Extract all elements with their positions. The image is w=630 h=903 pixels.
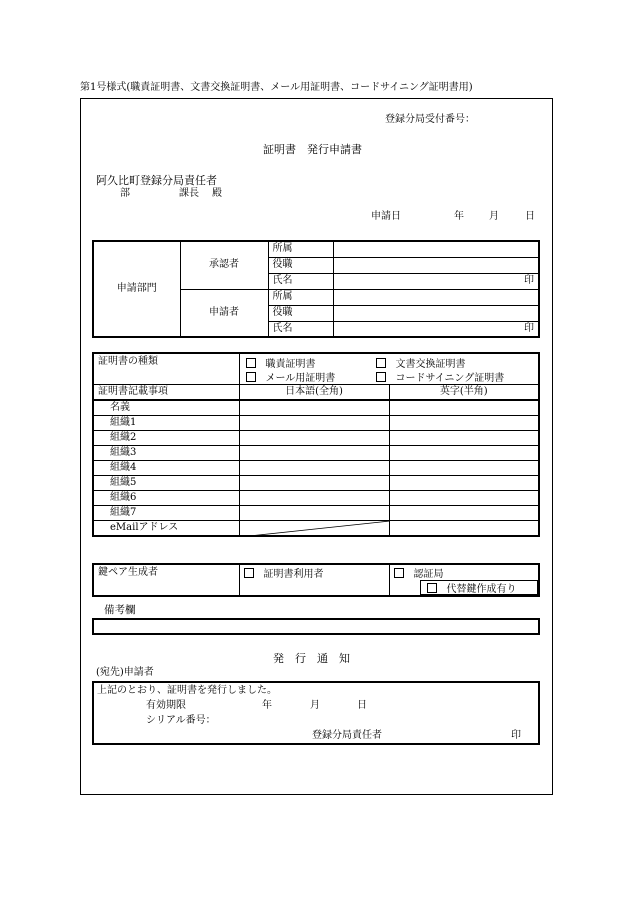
date-day: 日 [525,211,535,222]
checkbox-icon [246,358,256,368]
cert-option-mail[interactable]: メール用証明書 [246,372,336,384]
approver-affiliation-field[interactable] [333,241,539,257]
addressee-dept: 部 [120,188,130,199]
org7-jp-field[interactable] [239,505,389,520]
row-label-org7: 組織7 [93,505,239,520]
validity-month: 月 [310,700,320,711]
addressee-section: 課長 [179,188,199,199]
keypair-option-ca[interactable]: 認証局 [394,569,444,580]
approver-name-label: 氏名 [268,273,333,289]
keypair-table [92,563,540,597]
applicant-position-field[interactable] [333,305,539,321]
keypair-option-ca-cell [389,564,539,596]
col-english: 英字(半角) [389,384,539,400]
addressee-honorific: 殿 [212,188,222,199]
col-japanese: 日本語(全角) [239,384,389,400]
applicant-seal: 印 [524,322,534,334]
substitute-key-option[interactable]: 代替鍵作成有り [420,580,538,595]
checkbox-icon [246,372,256,382]
page-title: 証明書 発行申請書 [263,143,362,156]
org3-en-field[interactable] [389,445,539,460]
checkbox-icon [394,568,404,578]
checkbox-icon [376,372,386,382]
row-label-email: eMailアドレス [93,520,239,536]
row-label-org2: 組織2 [93,430,239,445]
applicant-table [92,240,540,338]
date-year: 年 [454,211,464,222]
name-jp-field[interactable] [239,400,389,415]
approver-affiliation-label: 所属 [268,241,333,257]
approver-label: 承認者 [180,241,268,289]
name-en-field[interactable] [389,400,539,415]
applicant-position-label: 役職 [268,305,333,321]
items-header: 証明書記載事項 [93,384,239,400]
row-label-org6: 組織6 [93,490,239,505]
officer-label: 登録分局責任者 [312,730,382,741]
cert-option-shokuseki[interactable]: 職責証明書 [246,358,316,370]
validity-year: 年 [262,700,272,711]
org2-jp-field[interactable] [239,430,389,445]
row-label-org5: 組織5 [93,475,239,490]
applicant-affiliation-field[interactable] [333,289,539,305]
org1-jp-field[interactable] [239,415,389,430]
department-label: 申請部門 [93,241,180,337]
org6-en-field[interactable] [389,490,539,505]
reception-label: 登録分局受付番号： [385,114,475,125]
cert-type-label: 証明書の種類 [93,353,239,384]
org7-en-field[interactable] [389,505,539,520]
checkbox-icon [244,568,254,578]
row-label-org1: 組織1 [93,415,239,430]
email-jp-field [239,520,389,536]
approver-position-label: 役職 [268,257,333,273]
serial-label: シリアル番号： [146,715,216,726]
form-label: 第1号様式(職責証明書、文書交換証明書、メール用証明書、コードサイニング証明書用) [80,82,473,93]
keypair-option-user[interactable]: 証明書利用者 [239,564,389,596]
date-month: 月 [489,211,499,222]
notice-title: 発 行 通 知 [273,652,350,665]
org1-en-field[interactable] [389,415,539,430]
org3-jp-field[interactable] [239,445,389,460]
cert-option-codesign[interactable]: コードサイニング証明書 [376,372,505,384]
row-label-org3: 組織3 [93,445,239,460]
addressee-line1: 阿久比町登録分局責任者 [96,174,217,187]
org5-jp-field[interactable] [239,475,389,490]
notice-addressee: (宛先)申請者 [96,667,154,678]
org4-en-field[interactable] [389,460,539,475]
notice-message: 上記のとおり、証明書を発行しました。 [97,685,277,696]
org6-jp-field[interactable] [239,490,389,505]
cert-option-bunsho[interactable]: 文書交換証明書 [376,358,466,370]
applicant-name-label: 氏名 [268,321,333,337]
checkbox-icon [376,358,386,368]
approver-name-field[interactable] [333,273,539,289]
org5-en-field[interactable] [389,475,539,490]
date-label: 申請日 [371,211,401,222]
row-label-org4: 組織4 [93,460,239,475]
certificate-table [92,352,540,537]
officer-seal: 印 [511,730,521,741]
diagonal-strike [240,521,390,537]
validity-label: 有効期限 [146,700,186,711]
approver-seal: 印 [524,275,534,286]
remarks-field[interactable] [92,618,540,635]
applicant-label: 申請者 [180,289,268,337]
email-en-field[interactable] [389,520,539,536]
approver-position-field[interactable] [333,257,539,273]
checkbox-icon [427,583,437,593]
applicant-name-field[interactable] [333,321,539,337]
row-label-name: 名義 [93,400,239,415]
applicant-affiliation-label: 所属 [268,289,333,305]
validity-day: 日 [357,700,367,711]
org4-jp-field[interactable] [239,460,389,475]
org2-en-field[interactable] [389,430,539,445]
keypair-label: 鍵ペア生成者 [93,564,239,596]
remarks-label: 備考欄 [104,604,136,616]
